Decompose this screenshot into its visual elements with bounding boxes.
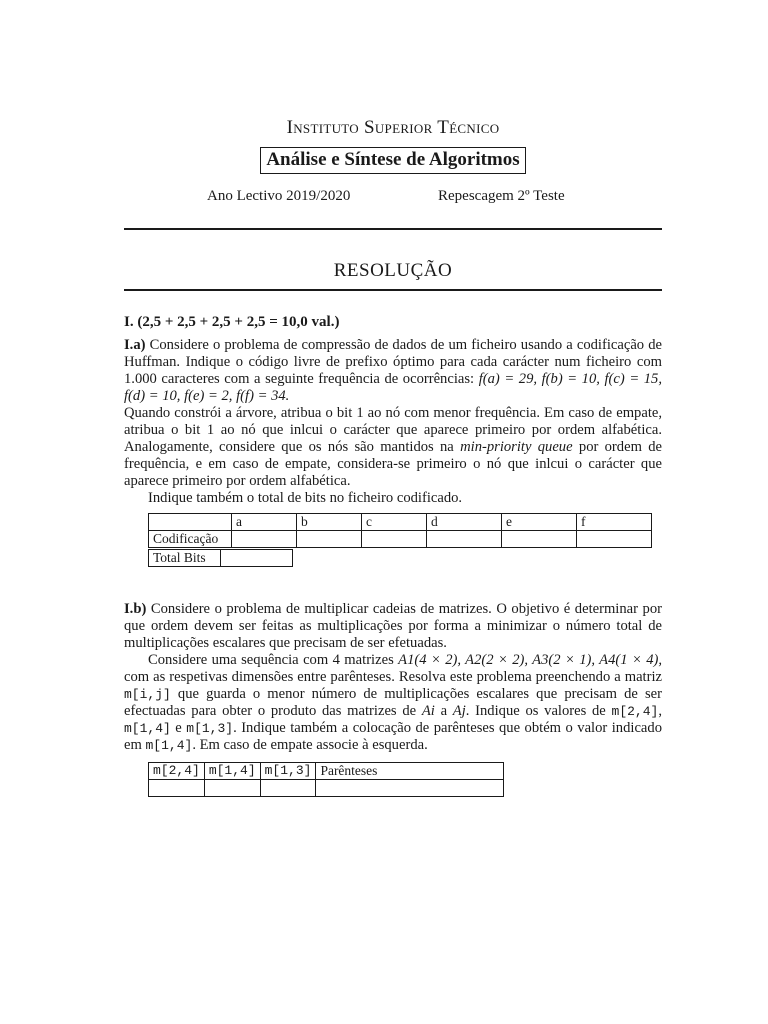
- question-b-dimensions-text: com as respetivas dimensões entre parênteses. Resolva este problema preenchendo a matriz: [124, 669, 662, 685]
- huffman-col-e: e: [502, 514, 577, 531]
- code-cell-a: [232, 531, 297, 548]
- question-a-rules-cont: por ordem de frequência, e em caso de empate, considera-se primeiro o nó que inlcui o carácter que aparece primeiro por ordem alfabética.: [124, 439, 662, 489]
- m13-header: m[1,3]: [260, 763, 316, 780]
- aj-term: Aj: [452, 703, 466, 719]
- matrix-a4: A4(1 × 4),: [599, 652, 663, 668]
- exam-name: Repescagem 2º Teste: [438, 188, 565, 204]
- title-rule: [124, 289, 662, 291]
- question-b-label: I.b): [124, 601, 147, 617]
- total-bits-table: [148, 549, 293, 567]
- min-priority-queue-term: min-priority queue: [460, 439, 573, 455]
- parenteses-answer-cell: [316, 780, 504, 797]
- huffman-table: [148, 513, 652, 548]
- question-b-text: I.b) Considere o problema de multiplicar cadeias de matrizes. O objetivo é determinar por que ordem devem ser feitas as multiplicações por forma a minimizar o número total de multiplicações escalares que precisam de ser efetuadas. Considere uma sequência com 4 matrizes A1(4 × 2), A2(2 × 2), A3(2 × 1), A4(1 × 4), com as respetivas dimensões entre parênteses. Resolva este problema preenchendo a matriz m[i,j] que guarda o menor número de multiplicações escalares que precisam de ser efectuadas para obter o produto das matrizes de Ai a Aj. Indique os valores de m[2,4], m[1,4] e m[1,3]. Indique também a colocação de parênteses que obtém o valor indicado em m[1,4]. Em caso de empate associe à esquerda.: [124, 601, 663, 753]
- parenteses-header: Parênteses: [316, 763, 504, 780]
- mij-term: m[i,j]: [124, 687, 171, 702]
- page-title: RESOLUÇÃO: [333, 260, 453, 281]
- matrix-chain-header-row: [149, 763, 504, 780]
- huffman-col-b: b: [297, 514, 362, 531]
- question-a-intro: Considere o problema de compressão de dados de um ficheiro usando a codificação de Huffman. Indique o código livre de prefixo óptimo para cada carácter num ficheiro com 1.000 caracteres com a seguinte frequência de ocorrências:: [124, 337, 662, 387]
- question-b-values-text: . Indique os valores de: [465, 703, 606, 719]
- question-b-parentheses-text: . Indique também a colocação de parênteses que obtém o valor indicado em: [124, 720, 662, 753]
- huffman-col-f: f: [577, 514, 652, 531]
- section-heading: I. (2,5 + 2,5 + 2,5 + 2,5 = 10,0 val.): [124, 314, 340, 330]
- m13-answer-cell: [260, 780, 316, 797]
- code-cell-e: [502, 531, 577, 548]
- course-title-box: [124, 147, 662, 174]
- m14-header: m[1,4]: [204, 763, 260, 780]
- m13-term: m[1,3]: [186, 721, 234, 736]
- frequency-list: f(a) = 29, f(b) = 10, f(c) = 15, f(d) = 10, f(e) = 2, f(f) = 34.: [124, 371, 663, 404]
- institution-name: Instituto Superior Técnico: [286, 117, 500, 138]
- academic-year: Ano Lectivo 2019/2020: [207, 188, 351, 204]
- code-cell-c: [362, 531, 427, 548]
- codificacao-label: Codificação: [149, 531, 232, 548]
- matrix-chain-answer-row: [149, 780, 504, 797]
- m24-term: m[2,4]: [611, 704, 659, 719]
- huffman-corner-cell: [149, 514, 232, 531]
- total-bits-row: [149, 550, 293, 567]
- question-b-product-text: que guarda o menor número de multiplicações escalares que precisam de ser efectuadas para obter o produto das matrizes de: [124, 686, 662, 719]
- matrix-chain-table: [148, 762, 504, 797]
- m14-term: m[1,4]: [124, 721, 171, 736]
- question-b-intro: Considere o problema de multiplicar cadeias de matrizes. O objetivo é determinar por que ordem devem ser feitas as multiplicações por forma a minimizar o número total de multiplicações escalares que precisam de ser efetuadas.: [124, 601, 662, 651]
- huffman-col-d: d: [427, 514, 502, 531]
- code-cell-b: [297, 531, 362, 548]
- question-b-sequence-text: Considere uma sequência com 4 matrizes: [148, 652, 394, 668]
- code-cell-d: [427, 531, 502, 548]
- total-bits-cell: [221, 550, 293, 567]
- huffman-col-a: a: [232, 514, 297, 531]
- m14-answer-cell: [204, 780, 260, 797]
- matrix-a3: A3(2 × 1),: [532, 652, 600, 668]
- question-a-rules: Quando constrói a árvore, atribua o bit 1 ao nó com menor frequência. Em caso de empate, atribua o bit 1 ao nó que inlcui o carácter que aparece primeiro por ordem alfabética. Analogamente, considere que os nós são mantidos na: [124, 405, 662, 455]
- huffman-col-c: c: [362, 514, 427, 531]
- matrix-a1: A1(4 × 2),: [398, 652, 466, 668]
- matrix-a2: A2(2 × 2),: [465, 652, 533, 668]
- question-b-e-word: e: [175, 720, 182, 736]
- question-b-a-word: a: [440, 703, 448, 719]
- total-bits-label: Total Bits: [149, 550, 221, 567]
- question-a-total-prompt: Indique também o total de bits no ficheiro codificado.: [148, 490, 463, 506]
- ai-term: Ai: [421, 703, 435, 719]
- top-rule: [124, 228, 662, 230]
- course-title: Análise e Síntese de Algoritmos: [260, 147, 525, 174]
- m24-answer-cell: [149, 780, 205, 797]
- huffman-code-row: [149, 531, 652, 548]
- m24-header: m[2,4]: [149, 763, 205, 780]
- question-b-tie-text: . Em caso de empate associe à esquerda.: [192, 737, 428, 753]
- question-a-text: [124, 337, 662, 507]
- question-a-label: I.a): [124, 337, 146, 353]
- code-cell-f: [577, 531, 652, 548]
- m14-term-2: m[1,4]: [145, 738, 193, 753]
- huffman-header-row: [149, 514, 652, 531]
